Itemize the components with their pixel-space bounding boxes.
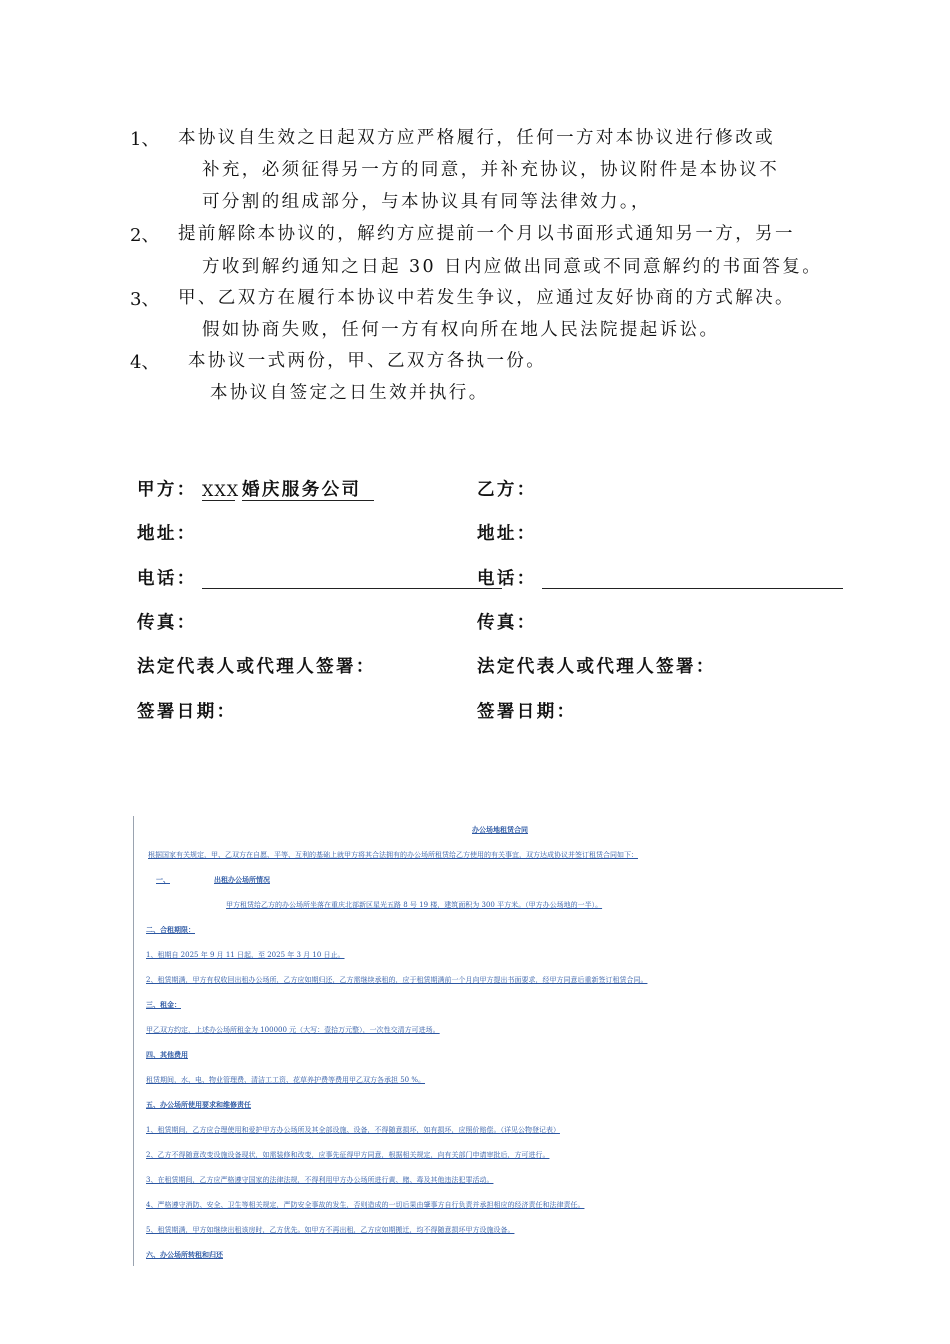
party-b-label: 乙方： [477,480,537,500]
embedded-line[interactable]: 根据国家有关规定，甲、乙双方在自愿、平等、互利的基础上就甲方将其合法拥有的办公场所租赁给乙方使用的有关事宜，双方达成协议并签订租赁合同如下： [148,851,638,859]
party-b-fax-label: 传真： [477,613,537,633]
clause-line: 甲、乙双方在履行本协议中若发生争议，应通过友好协商的方式解决。 [178,288,795,308]
party-b-rep-label: 法定代表人或代理人签署： [477,657,716,677]
party-a-label: 甲方： [137,480,197,500]
embedded-line[interactable]: 2、乙方不得随意改变设施设备现状，如需装修和改变，应事先征得甲方同意，根据相关规定，向有关部门申请审批后，方可进行。 [146,1151,550,1159]
party-a-xxx-underline [202,500,235,501]
clause-number: 2、 [130,225,160,246]
embedded-section-number[interactable]: 一、 [156,875,170,884]
embedded-line[interactable]: 租赁期间，水、电、物业管理费、清洁工工资、花草养护费等费用甲乙双方各承担 50 %。 [146,1076,426,1084]
embedded-line[interactable]: 5、租赁期满，甲方如继续出租该房时，乙方优先。如甲方不再出租，乙方应如期搬迁，均不得随意损坏甲方设施设备。 [146,1226,515,1234]
party-b-phone-line [542,588,843,589]
embedded-line[interactable]: 1、租赁期间，乙方应合理使用和爱护甲方办公场所及其全部设施、设备，不得随意损坏，如有损坏，应照价赔偿。（详见公物登记表） [146,1126,560,1134]
clause-line: 补充，必须征得另一方的同意，并补充协议，协议附件是本协议不 [202,160,780,180]
clause-line: 本协议一式两份，甲、乙双方各执一份。 [188,351,547,371]
embedded-section-heading[interactable]: 五、办公场所使用要求和维修责任 [146,1100,251,1109]
embedded-title[interactable]: 办公场地租赁合同 [472,825,528,834]
party-a-address-label: 地址： [137,524,197,544]
party-a-xxx: XXX [202,481,240,500]
embedded-section-heading[interactable]: 三、租金： [146,1000,181,1009]
clause-number: 4、 [130,352,160,373]
embedded-contract-page [133,816,834,1266]
party-a-company-underline [242,500,374,501]
embedded-line[interactable]: 3、在租赁期间，乙方应严格遵守国家的法律法规，不得利用甲方办公场所进行黄、赌、毒及其他违法犯罪活动。 [146,1176,494,1184]
party-b-phone-label: 电话： [477,569,537,589]
party-a-phone-label: 电话： [137,569,197,589]
embedded-section-heading[interactable]: 四、其他费用 [146,1050,188,1059]
party-a-fax-label: 传真： [137,613,197,633]
party-a-company: 婚庆服务公司 [242,480,362,500]
party-a-date-label: 签署日期： [137,702,237,722]
clause-line: 本协议自生效之日起双方应严格履行，任何一方对本协议进行修改或 [178,128,775,148]
party-b-address-label: 地址： [477,524,537,544]
embedded-line[interactable]: 甲方租赁给乙方的办公场所坐落在重庆北部新区星光五路 8 号 19 楼，建筑面积为 300 平方米。（甲方办公场地的一半）。 [226,901,603,909]
embedded-line[interactable]: 1、租期自 2025 年 9 月 11 日起，至 2025 年 3 月 10 日止。 [146,951,345,959]
party-b-date-label: 签署日期： [477,702,577,722]
clause-line: 提前解除本协议的，解约方应提前一个月以书面形式通知另一方，另一 [178,224,795,244]
embedded-line[interactable]: 4、严格遵守消防、安全、卫生等相关规定，严防安全事故的发生，否则造成的一切后果由肇事方自行负责并承担相应的经济责任和法律责任。 [146,1201,585,1209]
embedded-line[interactable]: 甲乙双方约定，上述办公场所租金为 100000 元（大写：壹拾万元整），一次性交清方可进场。 [146,1026,440,1034]
clause-line: 方收到解约通知之日起 30 日内应做出同意或不同意解约的书面答复。 [202,257,823,277]
clause-line: 假如协商失败，任何一方有权向所在地人民法院提起诉讼。 [202,320,720,340]
embedded-section-heading[interactable]: 出租办公场所情况 [214,875,270,884]
embedded-section-heading[interactable]: 六、办公场所转租和归还 [146,1250,223,1259]
embedded-line[interactable]: 2、租赁期满，甲方有权收回出租办公场所，乙方应如期归还，乙方需继续承租的，应于租赁期满前一个月向甲方提出书面要求，经甲方同意后重新签订租赁合同。 [146,976,648,984]
clause-line: 本协议自签定之日生效并执行。 [210,383,489,403]
clause-number: 3、 [130,289,160,310]
party-a-rep-label: 法定代表人或代理人签署： [137,657,376,677]
clause-line: 可分割的组成部分，与本协议具有同等法律效力。， [202,192,651,212]
party-a-phone-line [202,588,502,589]
clause-number: 1、 [130,129,160,150]
embedded-section-heading[interactable]: 二、合租期限： [146,925,195,934]
